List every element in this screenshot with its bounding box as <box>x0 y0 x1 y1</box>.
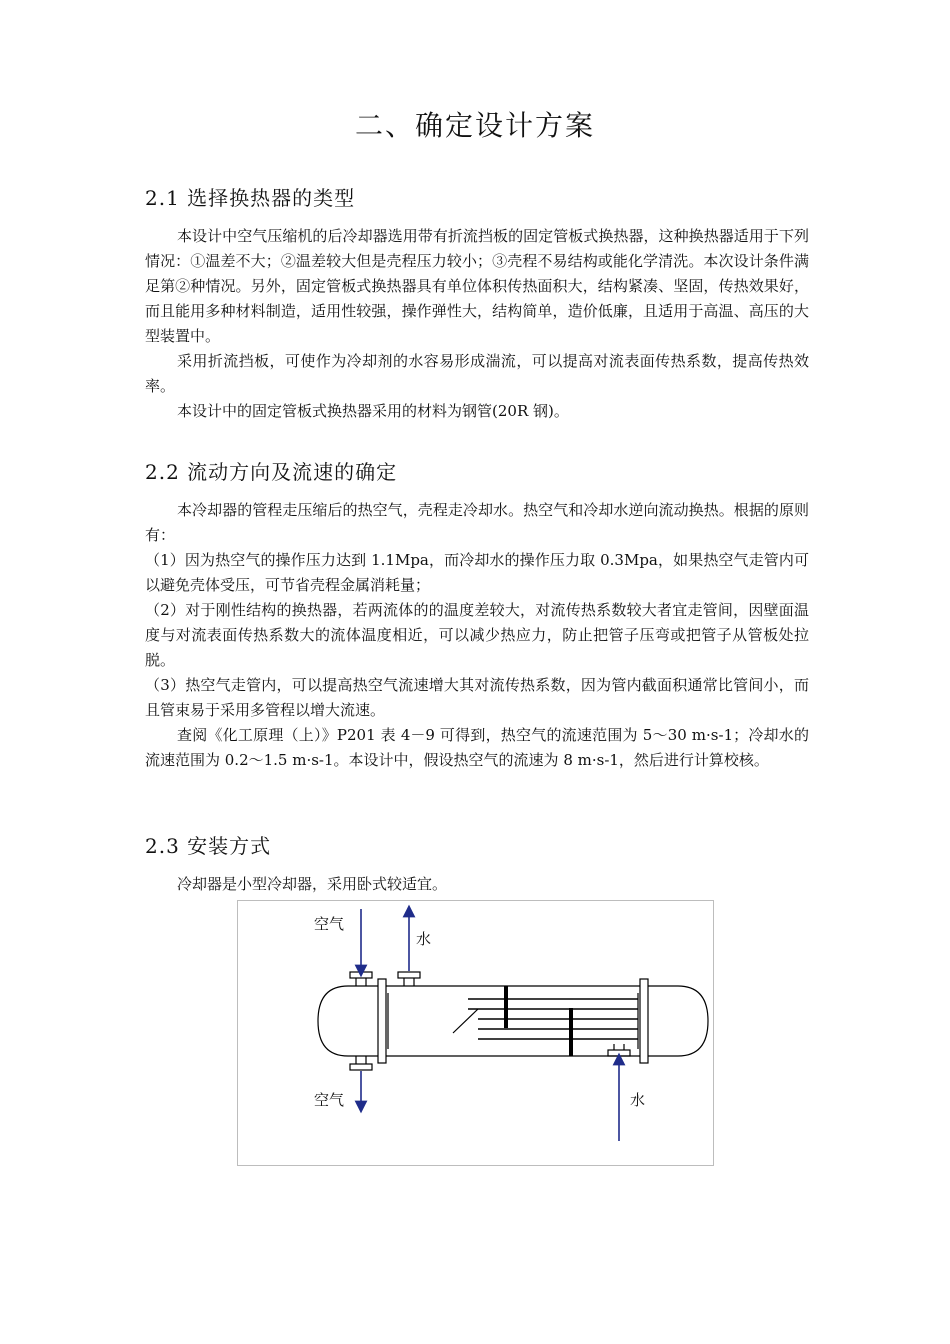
paragraph: 本设计中空气压缩机的后冷却器选用带有折流挡板的固定管板式换热器，这种换热器适用于下列情况：①温差不大；②温差较大但是壳程压力较小；③壳程不易结构或能化学清洗。本次设计条件满足第②种情况。另外，固定管板式换热器具有单位体积传热面积大，结构紧凑、坚固，传热效果好，而且能用多种材料制造，适用性较强，操作弹性大，结构简单，造价低廉，且适用于高温、高压的大型装置中。 <box>145 227 809 345</box>
paragraph: 本设计中的固定管板式换热器采用的材料为钢管(20R 钢)。 <box>177 402 569 420</box>
water-inlet-label: 水 <box>630 1091 646 1109</box>
paragraph: 冷却器是小型冷却器，采用卧式较适宜。 <box>177 875 448 893</box>
air-inlet-label: 空气 <box>314 915 345 933</box>
baffle <box>504 986 508 1028</box>
heat-exchanger-diagram <box>237 900 714 1166</box>
heat-exchanger-drawing <box>238 901 715 1167</box>
section-heading-2-1: 2.1 选择换热器的类型 <box>145 186 356 210</box>
section-heading-2-2: 2.2 流动方向及流速的确定 <box>145 460 398 484</box>
left-flange <box>378 979 386 1063</box>
tube-bundle <box>468 999 638 1039</box>
air-outlet-label: 空气 <box>314 1091 345 1109</box>
page-title: 二、确定设计方案 <box>354 109 595 142</box>
section-2-3-body <box>145 872 809 897</box>
paragraph: 查阅《化工原理（上）》P201 表 4－9 可得到，热空气的流速范围为 5～30 m·s-1；冷却水的流速范围为 0.2～1.5 m·s-1。本设计中，假设热空气的流速为 8 m·s-1，然后进行计算校核。 <box>145 726 809 769</box>
left-head <box>318 986 378 1056</box>
paragraph: 采用折流挡板，可使作为冷却剂的水容易形成湍流，可以提高对流表面传热系数，提高传热效率。 <box>145 352 809 395</box>
paragraph: 本冷却器的管程走压缩后的热空气，壳程走冷却水。热空气和冷却水逆向流动换热。根据的原则有： <box>145 501 809 544</box>
paragraph: （2）对于刚性结构的换热器，若两流体的的温度差较大，对流传热系数较大者宜走管间，因壁面温度与对流表面传热系数大的流体温度相近，可以减少热应力，防止把管子压弯或把管子从管板处拉脱。 <box>145 601 809 669</box>
section-2-2-body <box>145 498 809 773</box>
section-2-1-body <box>145 224 809 424</box>
water-outlet-label: 水 <box>416 930 432 948</box>
right-flange <box>640 979 648 1063</box>
paragraph: （1）因为热空气的操作压力达到 1.1Mpa，而冷却水的操作压力取 0.3Mpa，如果热空气走管内可以避免壳体受压，可节省壳程金属消耗量； <box>145 551 809 594</box>
right-head <box>648 986 708 1056</box>
baffle <box>569 1008 573 1056</box>
section-heading-2-3: 2.3 安装方式 <box>145 834 272 858</box>
paragraph: （3）热空气走管内，可以提高热空气流速增大其对流传热系数，因为管内截面积通常比管间小，而且管束易于采用多管程以增大流速。 <box>145 676 809 719</box>
